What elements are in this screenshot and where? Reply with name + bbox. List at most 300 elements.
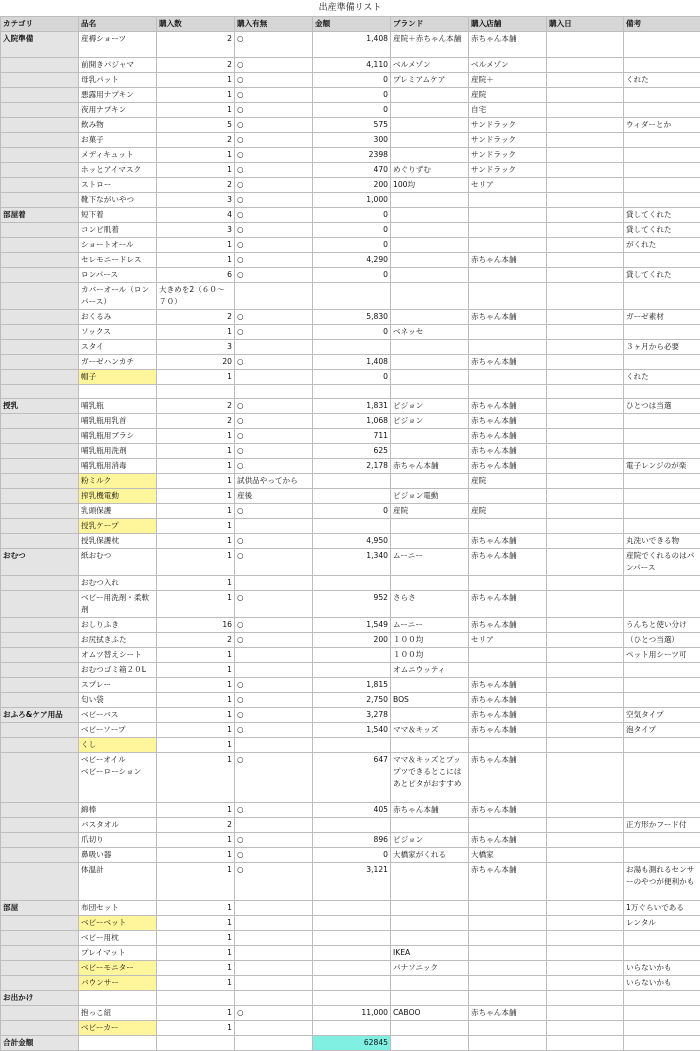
brand-cell[interactable] xyxy=(391,976,469,991)
category-cell[interactable]: 授乳 xyxy=(1,399,79,414)
store-cell[interactable]: 大橋家 xyxy=(469,848,547,863)
brand-cell[interactable] xyxy=(391,238,469,253)
store-cell[interactable]: 赤ちゃん本舗 xyxy=(469,444,547,459)
brand-cell[interactable]: ムーニー xyxy=(391,549,469,576)
quantity-cell[interactable]: 2 xyxy=(157,399,235,414)
price-cell[interactable] xyxy=(313,340,391,355)
date-cell[interactable] xyxy=(547,961,624,976)
notes-cell[interactable]: お湯も測れるセンサーのやつが便利かも xyxy=(624,863,700,901)
brand-cell[interactable]: オムニウッティ xyxy=(391,663,469,678)
date-cell[interactable] xyxy=(547,519,624,534)
category-cell[interactable] xyxy=(1,693,79,708)
store-cell[interactable]: 産院 xyxy=(469,88,547,103)
item-name-cell[interactable]: 抱っこ紐 xyxy=(79,1006,157,1021)
quantity-cell[interactable]: 1 xyxy=(157,723,235,738)
price-cell[interactable] xyxy=(313,385,391,399)
brand-cell[interactable] xyxy=(391,738,469,753)
price-cell[interactable] xyxy=(313,1021,391,1036)
store-cell[interactable] xyxy=(469,208,547,223)
item-name-cell[interactable]: ロンパース xyxy=(79,268,157,283)
date-cell[interactable] xyxy=(547,148,624,163)
brand-cell[interactable] xyxy=(391,88,469,103)
item-name-cell[interactable]: ベビーソープ xyxy=(79,723,157,738)
item-name-cell[interactable]: 紙おむつ xyxy=(79,549,157,576)
date-cell[interactable] xyxy=(547,803,624,818)
price-cell[interactable]: 0 xyxy=(313,268,391,283)
category-cell[interactable] xyxy=(1,723,79,738)
store-cell[interactable] xyxy=(469,916,547,931)
quantity-cell[interactable]: 2 xyxy=(157,633,235,648)
price-cell[interactable]: 1,340 xyxy=(313,549,391,576)
brand-cell[interactable] xyxy=(391,268,469,283)
quantity-cell[interactable]: 2 xyxy=(157,310,235,325)
quantity-cell[interactable]: 1 xyxy=(157,253,235,268)
category-cell[interactable] xyxy=(1,73,79,88)
brand-cell[interactable] xyxy=(391,678,469,693)
notes-cell[interactable] xyxy=(624,489,700,504)
price-cell[interactable]: 0 xyxy=(313,88,391,103)
price-cell[interactable]: 4,110 xyxy=(313,58,391,73)
quantity-cell[interactable]: 1 xyxy=(157,519,235,534)
purchased-cell[interactable]: ○ xyxy=(235,148,313,163)
price-cell[interactable]: 11,000 xyxy=(313,1006,391,1021)
quantity-cell[interactable]: 1 xyxy=(157,848,235,863)
brand-cell[interactable] xyxy=(391,576,469,591)
date-cell[interactable] xyxy=(547,576,624,591)
store-cell[interactable] xyxy=(469,901,547,916)
category-cell[interactable] xyxy=(1,848,79,863)
price-cell[interactable]: 1,408 xyxy=(313,32,391,58)
store-cell[interactable] xyxy=(469,325,547,340)
purchased-cell[interactable]: ○ xyxy=(235,633,313,648)
item-name-cell[interactable]: 授乳ケープ xyxy=(79,519,157,534)
item-name-cell[interactable]: ベビーカー xyxy=(79,1021,157,1036)
purchased-cell[interactable] xyxy=(235,1021,313,1036)
store-cell[interactable] xyxy=(469,370,547,385)
notes-cell[interactable]: レンタル xyxy=(624,916,700,931)
purchased-cell[interactable]: ○ xyxy=(235,268,313,283)
brand-cell[interactable]: ピジョン xyxy=(391,399,469,414)
price-cell[interactable]: 0 xyxy=(313,238,391,253)
brand-cell[interactable]: ママ＆キッズ xyxy=(391,723,469,738)
brand-cell[interactable] xyxy=(391,133,469,148)
brand-cell[interactable] xyxy=(391,193,469,208)
date-cell[interactable] xyxy=(547,504,624,519)
quantity-cell[interactable] xyxy=(157,991,235,1006)
store-cell[interactable]: 赤ちゃん本舗 xyxy=(469,723,547,738)
date-cell[interactable] xyxy=(547,163,624,178)
purchased-cell[interactable]: ○ xyxy=(235,1006,313,1021)
brand-cell[interactable]: ピジョン電動 xyxy=(391,489,469,504)
date-cell[interactable] xyxy=(547,283,624,310)
purchased-cell[interactable]: ○ xyxy=(235,549,313,576)
quantity-cell[interactable]: 1 xyxy=(157,678,235,693)
date-cell[interactable] xyxy=(547,753,624,803)
item-name-cell[interactable]: ベビー用枕 xyxy=(79,931,157,946)
item-name-cell[interactable] xyxy=(79,385,157,399)
purchased-cell[interactable] xyxy=(235,370,313,385)
store-cell[interactable] xyxy=(469,991,547,1006)
item-name-cell[interactable]: お菓子 xyxy=(79,133,157,148)
category-cell[interactable] xyxy=(1,178,79,193)
date-cell[interactable] xyxy=(547,591,624,618)
notes-cell[interactable] xyxy=(624,678,700,693)
store-cell[interactable]: 赤ちゃん本舗 xyxy=(469,399,547,414)
quantity-cell[interactable]: 1 xyxy=(157,504,235,519)
item-name-cell[interactable]: ホッとアイマスク xyxy=(79,163,157,178)
purchased-cell[interactable]: ○ xyxy=(235,414,313,429)
notes-cell[interactable]: （ひとつ当選） xyxy=(624,633,700,648)
price-cell[interactable]: 2,178 xyxy=(313,459,391,474)
date-cell[interactable] xyxy=(547,414,624,429)
item-name-cell[interactable]: カバーオール（ロンパース） xyxy=(79,283,157,310)
price-cell[interactable]: 1,068 xyxy=(313,414,391,429)
purchased-cell[interactable]: ○ xyxy=(235,618,313,633)
purchased-cell[interactable]: ○ xyxy=(235,133,313,148)
purchased-cell[interactable]: ○ xyxy=(235,429,313,444)
purchased-cell[interactable]: ○ xyxy=(235,753,313,803)
price-cell[interactable] xyxy=(313,991,391,1006)
quantity-cell[interactable]: 1 xyxy=(157,238,235,253)
quantity-cell[interactable]: 1 xyxy=(157,474,235,489)
brand-cell[interactable]: ベネッセ xyxy=(391,325,469,340)
category-cell[interactable] xyxy=(1,340,79,355)
price-cell[interactable] xyxy=(313,283,391,310)
brand-cell[interactable]: ピジョン xyxy=(391,414,469,429)
quantity-cell[interactable]: 1 xyxy=(157,753,235,803)
date-cell[interactable] xyxy=(547,489,624,504)
quantity-cell[interactable]: 1 xyxy=(157,163,235,178)
notes-cell[interactable] xyxy=(624,693,700,708)
purchased-cell[interactable]: ○ xyxy=(235,863,313,901)
brand-cell[interactable] xyxy=(391,283,469,310)
brand-cell[interactable]: １００均 xyxy=(391,633,469,648)
store-cell[interactable]: 赤ちゃん本舗 xyxy=(469,253,547,268)
category-cell[interactable] xyxy=(1,961,79,976)
category-cell[interactable] xyxy=(1,946,79,961)
purchased-cell[interactable]: ○ xyxy=(235,32,313,58)
item-name-cell[interactable]: ショートオール xyxy=(79,238,157,253)
category-cell[interactable]: おふろ&ケア用品 xyxy=(1,708,79,723)
store-cell[interactable] xyxy=(469,946,547,961)
brand-cell[interactable] xyxy=(391,370,469,385)
quantity-cell[interactable]: 1 xyxy=(157,931,235,946)
brand-cell[interactable]: 産院 xyxy=(391,504,469,519)
notes-cell[interactable]: 1万ぐらいである xyxy=(624,901,700,916)
brand-cell[interactable] xyxy=(391,901,469,916)
category-cell[interactable] xyxy=(1,648,79,663)
price-cell[interactable] xyxy=(313,489,391,504)
price-cell[interactable]: 0 xyxy=(313,208,391,223)
notes-cell[interactable] xyxy=(624,753,700,803)
brand-cell[interactable] xyxy=(391,223,469,238)
quantity-cell[interactable]: 1 xyxy=(157,916,235,931)
store-cell[interactable] xyxy=(469,976,547,991)
store-cell[interactable] xyxy=(469,931,547,946)
brand-cell[interactable]: CABOO xyxy=(391,1006,469,1021)
item-name-cell[interactable]: 体温計 xyxy=(79,863,157,901)
quantity-cell[interactable]: 1 xyxy=(157,576,235,591)
brand-cell[interactable] xyxy=(391,103,469,118)
brand-cell[interactable] xyxy=(391,118,469,133)
quantity-cell[interactable]: 3 xyxy=(157,193,235,208)
store-cell[interactable]: 産院 xyxy=(469,504,547,519)
notes-cell[interactable]: 貸してくれた xyxy=(624,208,700,223)
store-cell[interactable]: 赤ちゃん本舗 xyxy=(469,459,547,474)
purchased-cell[interactable]: ○ xyxy=(235,678,313,693)
quantity-cell[interactable]: 1 xyxy=(157,1021,235,1036)
item-name-cell[interactable]: 爪切り xyxy=(79,833,157,848)
notes-cell[interactable]: 産院でくれるのはパンパース xyxy=(624,549,700,576)
brand-cell[interactable]: ママ＆キッズとプップツできるとこにはあとピタがおすすめ xyxy=(391,753,469,803)
quantity-cell[interactable]: 1 xyxy=(157,738,235,753)
quantity-cell[interactable]: 1 xyxy=(157,73,235,88)
quantity-cell[interactable]: 1 xyxy=(157,591,235,618)
price-cell[interactable]: 1,549 xyxy=(313,618,391,633)
notes-cell[interactable]: 電子レンジのが楽 xyxy=(624,459,700,474)
notes-cell[interactable]: 空気タイプ xyxy=(624,708,700,723)
purchased-cell[interactable]: ○ xyxy=(235,459,313,474)
quantity-cell[interactable] xyxy=(157,385,235,399)
notes-cell[interactable] xyxy=(624,133,700,148)
notes-cell[interactable] xyxy=(624,519,700,534)
purchased-cell[interactable]: ○ xyxy=(235,591,313,618)
notes-cell[interactable]: いらないかも xyxy=(624,961,700,976)
store-cell[interactable] xyxy=(469,268,547,283)
brand-cell[interactable] xyxy=(391,991,469,1006)
purchased-cell[interactable]: ○ xyxy=(235,504,313,519)
price-cell[interactable] xyxy=(313,818,391,833)
brand-cell[interactable]: さらさ xyxy=(391,591,469,618)
brand-cell[interactable] xyxy=(391,931,469,946)
item-name-cell[interactable]: バウンサー xyxy=(79,976,157,991)
date-cell[interactable] xyxy=(547,663,624,678)
date-cell[interactable] xyxy=(547,370,624,385)
date-cell[interactable] xyxy=(547,103,624,118)
notes-cell[interactable] xyxy=(624,163,700,178)
item-name-cell[interactable]: スタイ xyxy=(79,340,157,355)
notes-cell[interactable]: がくれた xyxy=(624,238,700,253)
category-cell[interactable] xyxy=(1,753,79,803)
category-cell[interactable] xyxy=(1,385,79,399)
item-name-cell[interactable]: 匂い袋 xyxy=(79,693,157,708)
item-name-cell[interactable]: おくるみ xyxy=(79,310,157,325)
purchased-cell[interactable] xyxy=(235,648,313,663)
store-cell[interactable]: 赤ちゃん本舗 xyxy=(469,591,547,618)
store-cell[interactable] xyxy=(469,238,547,253)
purchased-cell[interactable]: ○ xyxy=(235,848,313,863)
category-cell[interactable] xyxy=(1,133,79,148)
purchased-cell[interactable] xyxy=(235,519,313,534)
category-cell[interactable] xyxy=(1,103,79,118)
category-cell[interactable] xyxy=(1,118,79,133)
price-cell[interactable] xyxy=(313,946,391,961)
brand-cell[interactable]: ムーニー xyxy=(391,618,469,633)
store-cell[interactable] xyxy=(469,223,547,238)
purchased-cell[interactable]: ○ xyxy=(235,163,313,178)
store-cell[interactable] xyxy=(469,663,547,678)
quantity-cell[interactable]: 1 xyxy=(157,648,235,663)
purchased-cell[interactable] xyxy=(235,283,313,310)
quantity-cell[interactable]: 1 xyxy=(157,325,235,340)
price-cell[interactable]: 0 xyxy=(313,504,391,519)
notes-cell[interactable] xyxy=(624,385,700,399)
price-cell[interactable]: 0 xyxy=(313,370,391,385)
date-cell[interactable] xyxy=(547,901,624,916)
notes-cell[interactable] xyxy=(624,946,700,961)
brand-cell[interactable]: 赤ちゃん本舗 xyxy=(391,803,469,818)
category-cell[interactable] xyxy=(1,663,79,678)
date-cell[interactable] xyxy=(547,708,624,723)
notes-cell[interactable] xyxy=(624,355,700,370)
purchased-cell[interactable] xyxy=(235,916,313,931)
item-name-cell[interactable]: 哺乳瓶用ブラシ xyxy=(79,429,157,444)
purchased-cell[interactable] xyxy=(235,931,313,946)
notes-cell[interactable] xyxy=(624,1006,700,1021)
price-cell[interactable]: 0 xyxy=(313,325,391,340)
brand-cell[interactable] xyxy=(391,818,469,833)
date-cell[interactable] xyxy=(547,118,624,133)
brand-cell[interactable]: 産院＋赤ちゃん本舗 xyxy=(391,32,469,58)
purchased-cell[interactable]: ○ xyxy=(235,310,313,325)
date-cell[interactable] xyxy=(547,325,624,340)
item-name-cell[interactable]: メディキュット xyxy=(79,148,157,163)
date-cell[interactable] xyxy=(547,848,624,863)
purchased-cell[interactable]: ○ xyxy=(235,803,313,818)
date-cell[interactable] xyxy=(547,693,624,708)
date-cell[interactable] xyxy=(547,133,624,148)
purchased-cell[interactable]: ○ xyxy=(235,88,313,103)
item-name-cell[interactable]: 靴下ながいやつ xyxy=(79,193,157,208)
brand-cell[interactable]: 赤ちゃん本舗 xyxy=(391,459,469,474)
notes-cell[interactable] xyxy=(624,591,700,618)
brand-cell[interactable] xyxy=(391,355,469,370)
purchased-cell[interactable]: ○ xyxy=(235,253,313,268)
quantity-cell[interactable]: 1 xyxy=(157,549,235,576)
date-cell[interactable] xyxy=(547,678,624,693)
quantity-cell[interactable]: 1 xyxy=(157,534,235,549)
category-cell[interactable] xyxy=(1,444,79,459)
quantity-cell[interactable]: 6 xyxy=(157,268,235,283)
category-cell[interactable] xyxy=(1,163,79,178)
purchased-cell[interactable] xyxy=(235,663,313,678)
purchased-cell[interactable] xyxy=(235,901,313,916)
brand-cell[interactable]: IKEA xyxy=(391,946,469,961)
date-cell[interactable] xyxy=(547,238,624,253)
price-cell[interactable]: 3,278 xyxy=(313,708,391,723)
store-cell[interactable] xyxy=(469,576,547,591)
store-cell[interactable] xyxy=(469,519,547,534)
category-cell[interactable] xyxy=(1,58,79,73)
store-cell[interactable]: 赤ちゃん本舗 xyxy=(469,803,547,818)
store-cell[interactable]: セリア xyxy=(469,633,547,648)
quantity-cell[interactable]: 大きめを2（６０〜７０） xyxy=(157,283,235,310)
store-cell[interactable]: 赤ちゃん本舗 xyxy=(469,753,547,803)
category-cell[interactable] xyxy=(1,504,79,519)
category-cell[interactable] xyxy=(1,618,79,633)
purchased-cell[interactable] xyxy=(235,818,313,833)
quantity-cell[interactable]: 1 xyxy=(157,803,235,818)
date-cell[interactable] xyxy=(547,444,624,459)
notes-cell[interactable] xyxy=(624,414,700,429)
price-cell[interactable] xyxy=(313,961,391,976)
price-cell[interactable]: 3,121 xyxy=(313,863,391,901)
date-cell[interactable] xyxy=(547,32,624,58)
notes-cell[interactable] xyxy=(624,663,700,678)
category-cell[interactable] xyxy=(1,591,79,618)
purchased-cell[interactable]: ○ xyxy=(235,73,313,88)
quantity-cell[interactable]: 2 xyxy=(157,414,235,429)
store-cell[interactable]: サンドラック xyxy=(469,163,547,178)
brand-cell[interactable]: めぐりずむ xyxy=(391,163,469,178)
quantity-cell[interactable]: 3 xyxy=(157,340,235,355)
category-cell[interactable] xyxy=(1,253,79,268)
brand-cell[interactable] xyxy=(391,1021,469,1036)
category-cell[interactable] xyxy=(1,223,79,238)
item-name-cell[interactable]: ガーゼハンカチ xyxy=(79,355,157,370)
price-cell[interactable]: 711 xyxy=(313,429,391,444)
date-cell[interactable] xyxy=(547,818,624,833)
purchased-cell[interactable]: ○ xyxy=(235,193,313,208)
store-cell[interactable] xyxy=(469,489,547,504)
price-cell[interactable]: 1,408 xyxy=(313,355,391,370)
brand-cell[interactable] xyxy=(391,474,469,489)
purchased-cell[interactable] xyxy=(235,961,313,976)
total-amount[interactable]: 62845 xyxy=(313,1036,391,1051)
date-cell[interactable] xyxy=(547,1006,624,1021)
notes-cell[interactable] xyxy=(624,283,700,310)
notes-cell[interactable]: くれた xyxy=(624,370,700,385)
category-cell[interactable] xyxy=(1,268,79,283)
notes-cell[interactable]: 貸してくれた xyxy=(624,223,700,238)
date-cell[interactable] xyxy=(547,1021,624,1036)
store-cell[interactable] xyxy=(469,385,547,399)
notes-cell[interactable] xyxy=(624,738,700,753)
item-name-cell[interactable]: 帽子 xyxy=(79,370,157,385)
price-cell[interactable]: 1,000 xyxy=(313,193,391,208)
notes-cell[interactable] xyxy=(624,32,700,58)
purchased-cell[interactable]: ○ xyxy=(235,534,313,549)
store-cell[interactable] xyxy=(469,193,547,208)
item-name-cell[interactable]: 搾乳機電動 xyxy=(79,489,157,504)
category-cell[interactable] xyxy=(1,916,79,931)
date-cell[interactable] xyxy=(547,648,624,663)
purchased-cell[interactable]: ○ xyxy=(235,355,313,370)
notes-cell[interactable] xyxy=(624,803,700,818)
quantity-cell[interactable]: 1 xyxy=(157,489,235,504)
quantity-cell[interactable]: 3 xyxy=(157,223,235,238)
purchased-cell[interactable]: ○ xyxy=(235,399,313,414)
item-name-cell[interactable]: 短下着 xyxy=(79,208,157,223)
quantity-cell[interactable]: 16 xyxy=(157,618,235,633)
brand-cell[interactable]: ベルメゾン xyxy=(391,58,469,73)
quantity-cell[interactable]: 1 xyxy=(157,961,235,976)
brand-cell[interactable] xyxy=(391,444,469,459)
item-name-cell[interactable]: おむつゴミ箱２０L xyxy=(79,663,157,678)
category-cell[interactable] xyxy=(1,833,79,848)
category-cell[interactable] xyxy=(1,414,79,429)
store-cell[interactable]: 赤ちゃん本舗 xyxy=(469,414,547,429)
store-cell[interactable]: 自宅 xyxy=(469,103,547,118)
purchased-cell[interactable]: ○ xyxy=(235,444,313,459)
date-cell[interactable] xyxy=(547,253,624,268)
brand-cell[interactable] xyxy=(391,534,469,549)
date-cell[interactable] xyxy=(547,385,624,399)
price-cell[interactable]: 2398 xyxy=(313,148,391,163)
notes-cell[interactable] xyxy=(624,504,700,519)
item-name-cell[interactable]: 夜用ナプキン xyxy=(79,103,157,118)
category-cell[interactable]: 部屋着 xyxy=(1,208,79,223)
